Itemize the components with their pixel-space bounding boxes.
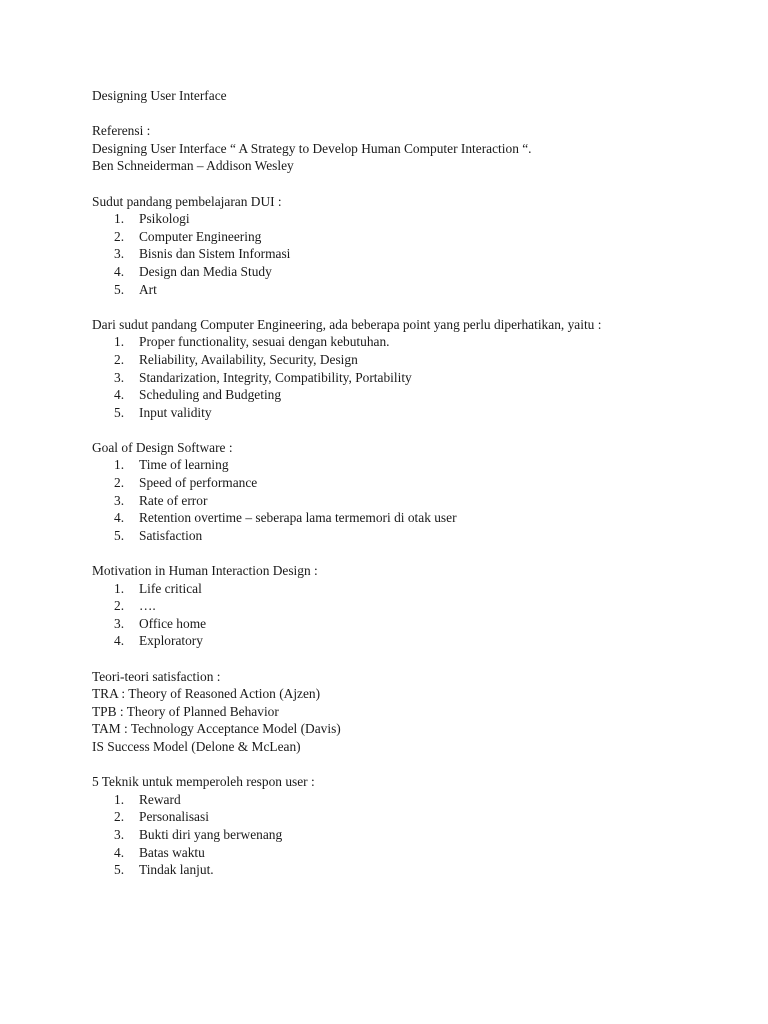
list-number: 1. [114, 791, 125, 807]
list-text: Batas waktu [139, 844, 205, 860]
list-text: Bisnis dan Sistem Informasi [139, 246, 291, 262]
list-item [92, 580, 712, 598]
list-item [92, 404, 712, 422]
list-number: 5. [114, 862, 125, 878]
list-item [92, 791, 712, 809]
teori-line-tam: TAM : Technology Acceptance Model (Davis) [92, 721, 341, 737]
paragraph-gap [92, 756, 712, 774]
list-item [92, 826, 712, 844]
list-text: Psikologi [139, 211, 190, 227]
list-text: Office home [139, 615, 207, 631]
list-text: Scheduling and Budgeting [139, 387, 282, 403]
list-number: 3. [114, 246, 125, 262]
list-number: 4. [114, 633, 125, 649]
list-number: 4. [114, 510, 125, 526]
list-item [92, 210, 712, 228]
motivation-list [92, 580, 712, 650]
teori-heading: Teori-teori satisfaction : [92, 668, 221, 684]
list-item [92, 808, 712, 826]
list-item [92, 386, 712, 404]
list-text: Satisfaction [139, 527, 203, 543]
list-number: 1. [114, 457, 125, 473]
sudut-pandang-list [92, 210, 712, 298]
computer-engineering-heading: Dari sudut pandang Computer Engineering, ada beberapa point yang perlu diperhatikan, yaitu : [92, 316, 602, 332]
list-number: 2. [114, 809, 125, 825]
list-text: Proper functionality, sesuai dengan kebutuhan. [139, 334, 390, 350]
list-item [92, 509, 712, 527]
list-number: 3. [114, 492, 125, 508]
list-text: Time of learning [139, 457, 229, 473]
goal-heading: Goal of Design Software : [92, 439, 233, 455]
list-text: Reward [139, 791, 181, 807]
list-number: 5. [114, 281, 125, 297]
goal-list [92, 456, 712, 544]
list-number: 2. [114, 228, 125, 244]
list-item [92, 245, 712, 263]
list-number: 3. [114, 615, 125, 631]
list-number: 4. [114, 263, 125, 279]
list-item [92, 632, 712, 650]
teknik-list [92, 791, 712, 879]
list-text: Exploratory [139, 633, 203, 649]
paragraph-gap [92, 544, 712, 562]
list-item [92, 492, 712, 510]
document-title: Designing User Interface [92, 88, 227, 103]
list-number: 2. [114, 351, 125, 367]
list-text: Personalisasi [139, 809, 209, 825]
teori-line-tra: TRA : Theory of Reasoned Action (Ajzen) [92, 686, 321, 702]
list-text: Bukti diri yang berwenang [139, 826, 283, 842]
sudut-pandang-heading: Sudut pandang pembelajaran DUI : [92, 193, 282, 209]
referensi-author: Ben Schneiderman – Addison Wesley [92, 158, 294, 174]
list-text: Design dan Media Study [139, 263, 272, 279]
list-item [92, 228, 712, 246]
list-text: Life critical [139, 580, 202, 596]
list-text: Input validity [139, 404, 212, 420]
list-text: …. [139, 598, 156, 614]
list-item [92, 615, 712, 633]
list-item [92, 861, 712, 879]
list-item [92, 263, 712, 281]
paragraph-gap [92, 298, 712, 316]
list-text: Standarization, Integrity, Compatibility, Portability [139, 369, 412, 385]
list-item [92, 474, 712, 492]
list-item [92, 844, 712, 862]
teori-line-tpb: TPB : Theory of Planned Behavior [92, 703, 279, 719]
list-item [92, 281, 712, 299]
list-text: Art [139, 281, 157, 297]
list-item [92, 369, 712, 387]
list-text: Reliability, Availability, Security, Design [139, 351, 358, 367]
list-item [92, 597, 712, 615]
list-number: 5. [114, 404, 125, 420]
motivation-heading: Motivation in Human Interaction Design : [92, 563, 318, 579]
list-item [92, 351, 712, 369]
referensi-heading: Referensi : [92, 123, 151, 139]
list-text: Rate of error [139, 492, 208, 508]
list-number: 1. [114, 211, 125, 227]
list-item [92, 527, 712, 545]
paragraph-gap [92, 105, 712, 123]
paragraph-gap [92, 650, 712, 668]
list-text: Computer Engineering [139, 228, 262, 244]
teknik-heading: 5 Teknik untuk memperoleh respon user : [92, 774, 315, 790]
list-number: 4. [114, 844, 125, 860]
list-number: 4. [114, 387, 125, 403]
list-number: 2. [114, 598, 125, 614]
list-number: 3. [114, 369, 125, 385]
document-body [92, 87, 712, 879]
list-text: Tindak lanjut. [139, 862, 214, 878]
list-number: 2. [114, 475, 125, 491]
list-text: Retention overtime – seberapa lama termemori di otak user [139, 510, 457, 526]
paragraph-gap [92, 175, 712, 193]
referensi-book-title: Designing User Interface “ A Strategy to Develop Human Computer Interaction “. [92, 140, 532, 156]
list-text: Speed of performance [139, 475, 258, 491]
list-number: 5. [114, 527, 125, 543]
list-number: 3. [114, 826, 125, 842]
teori-line-is-success: IS Success Model (Delone & McLean) [92, 738, 301, 754]
computer-engineering-list [92, 333, 712, 421]
list-item [92, 456, 712, 474]
paragraph-gap [92, 421, 712, 439]
list-number: 1. [114, 334, 125, 350]
list-item [92, 333, 712, 351]
list-number: 1. [114, 580, 125, 596]
